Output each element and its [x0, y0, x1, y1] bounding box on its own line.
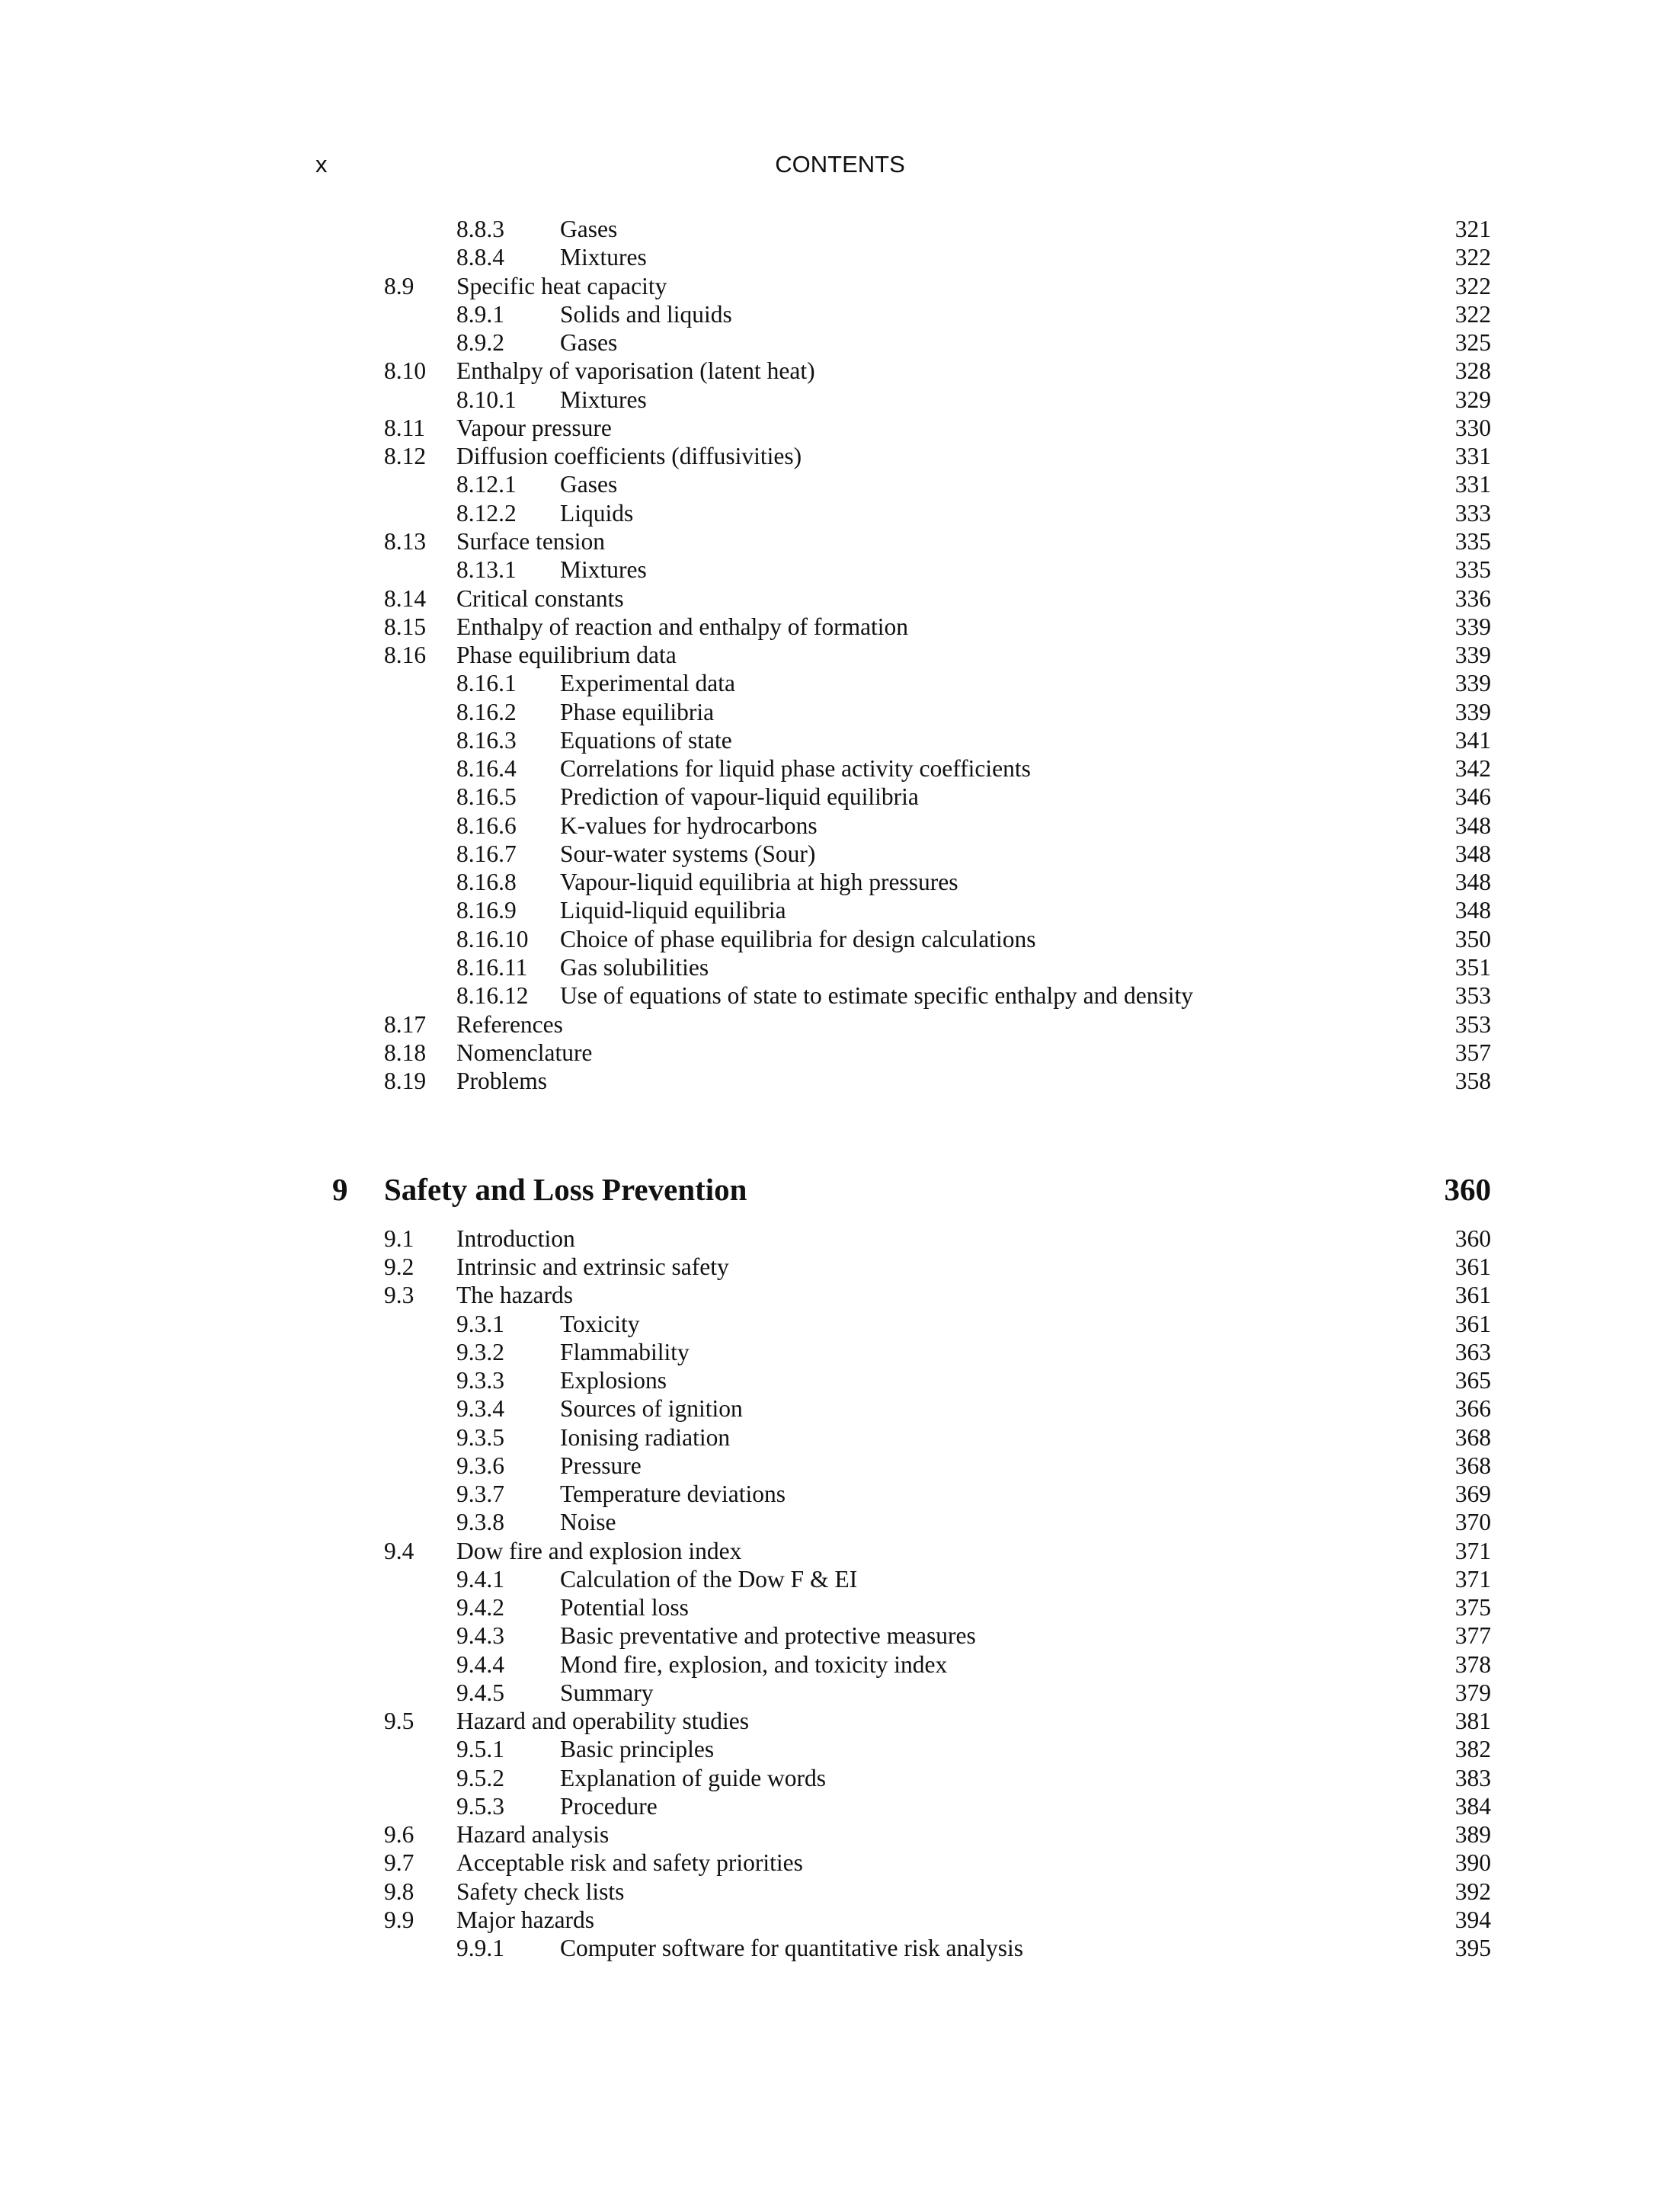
toc-subsection-row	[0, 868, 1680, 896]
page-number: 390	[1454, 1849, 1491, 1877]
section-title: Acceptable risk and safety priorities	[456, 1849, 803, 1877]
subsection-title: Choice of phase equilibria for design calculations	[560, 925, 1036, 952]
subsection-number: 8.16.10	[456, 925, 529, 952]
page-number: 389	[1454, 1821, 1491, 1849]
section-title: Introduction	[456, 1225, 575, 1252]
toc-subsection-row	[0, 669, 1680, 697]
page-number: 383	[1454, 1764, 1491, 1791]
toc-subsection-row	[0, 555, 1680, 584]
page-number: 361	[1454, 1253, 1491, 1281]
toc-subsection-row	[0, 1423, 1680, 1452]
toc-subsection-row	[0, 215, 1680, 243]
section-number: 8.12	[384, 443, 427, 470]
page-number: 322	[1454, 272, 1491, 299]
toc-subsection-row	[0, 1593, 1680, 1621]
subsection-number: 8.16.12	[456, 982, 529, 1010]
toc-section-row	[0, 1707, 1680, 1735]
section-title: Problems	[456, 1068, 548, 1095]
toc-section-row	[0, 1224, 1680, 1253]
subsection-number: 9.5.3	[456, 1792, 504, 1820]
chapter-page: 360	[1444, 1172, 1491, 1207]
page-number: 368	[1454, 1423, 1491, 1451]
subsection-title: Flammability	[560, 1338, 690, 1365]
subsection-number: 8.16.11	[456, 954, 528, 981]
page-number: 370	[1454, 1509, 1491, 1536]
subsection-title: Prediction of vapour-liquid equilibria	[560, 783, 919, 811]
toc-subsection-row	[0, 1338, 1680, 1366]
subsection-title: Mond fire, explosion, and toxicity index	[560, 1650, 948, 1678]
subsection-number: 8.8.4	[456, 244, 504, 271]
subsection-number: 8.16.2	[456, 698, 517, 725]
toc-subsection-row	[0, 1792, 1680, 1820]
subsection-title: Equations of state	[560, 726, 732, 754]
section-number: 8.14	[384, 584, 427, 612]
subsection-number: 8.16.5	[456, 783, 517, 811]
section-number: 9.8	[384, 1877, 414, 1905]
page-number: 348	[1454, 897, 1491, 924]
page-number: 361	[1454, 1310, 1491, 1337]
page-number: 335	[1454, 527, 1491, 555]
section-title: Enthalpy of vaporisation (latent heat)	[456, 357, 815, 385]
section-number: 8.15	[384, 613, 427, 640]
page-number: 394	[1454, 1906, 1491, 1933]
toc-subsection-row	[0, 1394, 1680, 1423]
section-number: 8.11	[384, 414, 425, 441]
section-title: Enthalpy of reaction and enthalpy of formation	[456, 613, 909, 640]
toc-section-row	[0, 1281, 1680, 1309]
toc-section-row	[0, 613, 1680, 641]
subsection-title: Solids and liquids	[560, 300, 732, 328]
section-number: 8.16	[384, 642, 427, 669]
subsection-title: Gas solubilities	[560, 954, 709, 981]
page-number: 336	[1454, 584, 1491, 612]
subsection-title: Procedure	[560, 1792, 658, 1820]
page-number: 321	[1454, 216, 1491, 242]
toc-section-row	[0, 1877, 1680, 1906]
chapter-heading	[0, 1170, 1680, 1209]
subsection-title: Correlations for liquid phase activity coefficients	[560, 755, 1031, 783]
subsection-title: Summary	[560, 1679, 654, 1706]
section-number: 9.1	[384, 1225, 414, 1252]
toc-subsection-row	[0, 1310, 1680, 1338]
section-title: Surface tension	[456, 527, 606, 555]
toc-section-row	[0, 272, 1680, 300]
subsection-number: 9.3.5	[456, 1423, 504, 1451]
page-number: 348	[1454, 811, 1491, 839]
subsection-title: Toxicity	[560, 1310, 640, 1337]
toc-subsection-row	[0, 1679, 1680, 1707]
page-number: 363	[1454, 1338, 1491, 1365]
subsection-number: 8.10.1	[456, 386, 517, 413]
subsection-number: 9.4.3	[456, 1622, 504, 1650]
subsection-number: 9.4.2	[456, 1594, 504, 1621]
subsection-number: 8.16.4	[456, 755, 517, 783]
toc-subsection-row	[0, 1764, 1680, 1792]
page-number: 339	[1454, 670, 1491, 697]
page-number: 322	[1454, 244, 1491, 271]
subsection-number: 9.4.4	[456, 1650, 504, 1678]
page-number: 358	[1454, 1068, 1491, 1095]
subsection-number: 8.16.6	[456, 811, 517, 839]
page-number: 361	[1454, 1282, 1491, 1309]
subsection-title: Explanation of guide words	[560, 1764, 827, 1791]
page-number: 392	[1454, 1877, 1491, 1905]
subsection-number: 9.4.1	[456, 1565, 504, 1593]
toc-subsection-row	[0, 1480, 1680, 1508]
section-number: 8.9	[384, 272, 414, 299]
section-title: Hazard and operability studies	[456, 1708, 749, 1735]
page-number: 351	[1454, 954, 1491, 981]
toc-subsection-row	[0, 896, 1680, 924]
subsection-number: 8.8.3	[456, 216, 504, 242]
toc-subsection-row	[0, 726, 1680, 754]
subsection-title: Computer software for quantitative risk analysis	[560, 1935, 1023, 1961]
section-number: 8.19	[384, 1068, 427, 1095]
subsection-number: 9.3.6	[456, 1452, 504, 1479]
subsection-number: 9.3.1	[456, 1310, 504, 1337]
subsection-number: 9.5.2	[456, 1764, 504, 1791]
toc-section-row	[0, 357, 1680, 385]
page-number: 322	[1454, 300, 1491, 328]
subsection-number: 8.16.9	[456, 897, 517, 924]
toc-section-row	[0, 414, 1680, 442]
page-number: 384	[1454, 1792, 1491, 1820]
subsection-title: Vapour-liquid equilibria at high pressures	[560, 869, 958, 896]
section-number: 9.9	[384, 1906, 414, 1933]
toc-subsection-row	[0, 1650, 1680, 1679]
chapter-title: Safety and Loss Prevention	[384, 1172, 747, 1207]
toc-subsection-row	[0, 783, 1680, 811]
subsection-title: Sources of ignition	[560, 1395, 743, 1423]
toc-section-row	[0, 1253, 1680, 1281]
section-number: 8.18	[384, 1039, 427, 1066]
toc-subsection-row	[0, 953, 1680, 981]
subsection-title: Noise	[560, 1509, 616, 1536]
page-number: 368	[1454, 1452, 1491, 1479]
page-number: 348	[1454, 869, 1491, 896]
section-number: 9.3	[384, 1282, 414, 1309]
section-title: Phase equilibrium data	[456, 642, 677, 669]
subsection-title: Phase equilibria	[560, 698, 715, 725]
page-number: 375	[1454, 1594, 1491, 1621]
subsection-title: Basic preventative and protective measures	[560, 1622, 976, 1650]
subsection-number: 8.16.3	[456, 726, 517, 754]
page-number: 353	[1454, 1010, 1491, 1038]
subsection-title: Gases	[560, 471, 618, 498]
subsection-title: Mixtures	[560, 386, 647, 413]
section-number: 8.17	[384, 1010, 427, 1038]
toc-subsection-row	[0, 981, 1680, 1010]
section-title: Dow fire and explosion index	[456, 1537, 742, 1564]
page-number: 360	[1454, 1225, 1491, 1252]
subsection-title: Experimental data	[560, 670, 736, 697]
toc-subsection-row	[0, 754, 1680, 783]
section-title: Hazard analysis	[456, 1821, 610, 1849]
toc-section-row	[0, 1010, 1680, 1039]
page-number: 381	[1454, 1708, 1491, 1735]
page-number: 329	[1454, 386, 1491, 413]
page-number: 346	[1454, 783, 1491, 811]
toc-section-row	[0, 1820, 1680, 1849]
page-number: 371	[1454, 1537, 1491, 1564]
toc-section-row	[0, 527, 1680, 555]
section-title: The hazards	[456, 1282, 574, 1309]
page-number: 350	[1454, 925, 1491, 952]
subsection-number: 8.9.2	[456, 329, 504, 357]
toc-subsection-row	[0, 243, 1680, 271]
subsection-number: 9.4.5	[456, 1679, 504, 1706]
toc-subsection-row	[0, 1934, 1680, 1962]
page-number: 395	[1454, 1935, 1491, 1961]
section-number: 9.5	[384, 1708, 414, 1735]
toc-subsection-row	[0, 328, 1680, 357]
page-number: 378	[1454, 1650, 1491, 1678]
page-number: 357	[1454, 1039, 1491, 1066]
toc-subsection-row	[0, 1452, 1680, 1480]
page-number: 371	[1454, 1565, 1491, 1593]
page-number: 331	[1454, 443, 1491, 470]
subsection-title: Potential loss	[560, 1594, 689, 1621]
page-number: 328	[1454, 357, 1491, 385]
section-title: Major hazards	[456, 1906, 595, 1933]
toc-subsection-row	[0, 499, 1680, 527]
subsection-title: Calculation of the Dow F & EI	[560, 1565, 858, 1593]
toc-section-row	[0, 584, 1680, 613]
section-title: Safety check lists	[456, 1877, 625, 1905]
page-number: 348	[1454, 840, 1491, 867]
subsection-number: 9.3.4	[456, 1395, 504, 1423]
toc-section-row	[0, 442, 1680, 470]
subsection-title: Use of equations of state to estimate specific enthalpy and density	[560, 982, 1194, 1010]
section-number: 9.7	[384, 1849, 414, 1877]
page-number: 369	[1454, 1481, 1491, 1508]
page-number: 339	[1454, 613, 1491, 640]
page-number: 330	[1454, 414, 1491, 441]
toc-subsection-row	[0, 470, 1680, 498]
subsection-title: Liquid-liquid equilibria	[560, 897, 786, 924]
toc-subsection-row	[0, 1565, 1680, 1593]
page-number: 339	[1454, 698, 1491, 725]
toc-subsection-row	[0, 1735, 1680, 1763]
subsection-number: 9.3.2	[456, 1338, 504, 1365]
subsection-title: Mixtures	[560, 556, 647, 584]
section-number: 9.4	[384, 1537, 414, 1564]
subsection-number: 8.13.1	[456, 556, 517, 584]
section-number: 9.6	[384, 1821, 414, 1849]
subsection-title: Temperature deviations	[560, 1481, 786, 1508]
subsection-number: 9.9.1	[456, 1935, 504, 1961]
toc-subsection-row	[0, 698, 1680, 726]
section-title: Specific heat capacity	[456, 272, 667, 299]
section-number: 8.13	[384, 527, 427, 555]
subsection-number: 9.3.3	[456, 1367, 504, 1394]
toc-section-row	[0, 641, 1680, 669]
toc-section-row	[0, 1067, 1680, 1095]
subsection-title: Sour-water systems (Sour)	[560, 840, 816, 867]
subsection-number: 8.12.1	[456, 471, 517, 498]
page-number: 339	[1454, 642, 1491, 669]
page-number: 333	[1454, 499, 1491, 527]
page-number: 331	[1454, 471, 1491, 498]
toc-subsection-row	[0, 1366, 1680, 1394]
toc-subsection-row	[0, 300, 1680, 328]
page-number: 341	[1454, 726, 1491, 754]
subsection-title: Explosions	[560, 1367, 667, 1394]
toc-subsection-row	[0, 1621, 1680, 1650]
subsection-number: 9.5.1	[456, 1736, 504, 1763]
page-number: 365	[1454, 1367, 1491, 1394]
section-title: Vapour pressure	[456, 414, 612, 441]
subsection-title: Mixtures	[560, 244, 647, 271]
running-header: CONTENTS	[775, 151, 905, 178]
subsection-title: Pressure	[560, 1452, 642, 1479]
page-number: 342	[1454, 755, 1491, 783]
section-title: Nomenclature	[456, 1039, 593, 1066]
subsection-title: Gases	[560, 216, 618, 242]
toc-section-row	[0, 1537, 1680, 1565]
subsection-number: 8.16.7	[456, 840, 517, 867]
toc-subsection-row	[0, 1508, 1680, 1536]
subsection-number: 8.9.1	[456, 300, 504, 328]
page-number: 377	[1454, 1622, 1491, 1650]
subsection-number: 8.12.2	[456, 499, 517, 527]
subsection-number: 8.16.8	[456, 869, 517, 896]
subsection-number: 9.3.8	[456, 1509, 504, 1536]
subsection-title: Ionising radiation	[560, 1423, 731, 1451]
toc-section-row	[0, 1906, 1680, 1934]
page-number: 335	[1454, 556, 1491, 584]
chapter-number: 9	[332, 1172, 348, 1207]
subsection-number: 8.16.1	[456, 670, 517, 697]
subsection-number: 9.3.7	[456, 1481, 504, 1508]
toc-section-row	[0, 1849, 1680, 1877]
toc-subsection-row	[0, 840, 1680, 868]
subsection-title: K-values for hydrocarbons	[560, 811, 818, 839]
subsection-title: Liquids	[560, 499, 634, 527]
toc-subsection-row	[0, 811, 1680, 840]
toc-subsection-row	[0, 386, 1680, 414]
toc-subsection-row	[0, 925, 1680, 953]
page-number: 382	[1454, 1736, 1491, 1763]
section-title: Critical constants	[456, 584, 624, 612]
page-number: 353	[1454, 982, 1491, 1010]
section-number: 8.10	[384, 357, 427, 385]
section-number: 9.2	[384, 1253, 414, 1281]
toc-section-row	[0, 1039, 1680, 1067]
subsection-title: Gases	[560, 329, 618, 357]
section-title: References	[456, 1010, 563, 1038]
subsection-title: Basic principles	[560, 1736, 715, 1763]
page-number: 379	[1454, 1679, 1491, 1706]
page-number-roman: x	[315, 151, 328, 178]
page-number: 325	[1454, 329, 1491, 357]
section-title: Diffusion coefficients (diffusivities)	[456, 443, 802, 470]
section-title: Intrinsic and extrinsic safety	[456, 1253, 729, 1281]
page-number: 366	[1454, 1395, 1491, 1423]
